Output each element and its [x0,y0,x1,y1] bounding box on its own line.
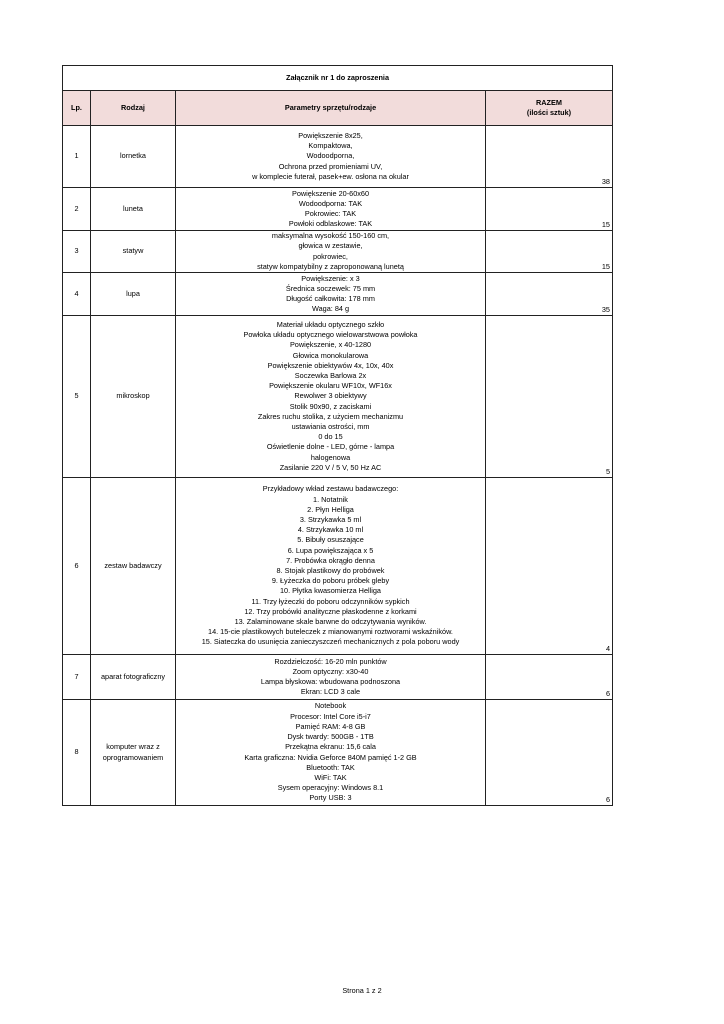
row-kind: zestaw badawczy [91,478,176,655]
table-row [63,478,613,655]
parameter-line: maksymalna wysokość 150-160 cm, [271,231,390,241]
table-row [63,655,613,700]
parameter-line: 4. Strzykawka 10 ml [297,525,364,535]
row-number: 8 [63,700,91,806]
row-parameters [176,231,486,273]
row-number: 1 [63,126,91,188]
parameter-line: 10. Płytka kwasomierza Helliga [280,586,381,596]
row-number: 2 [63,188,91,231]
parameter-line: 13. Zalaminowane skale barwne do odczytywania wyników. [234,617,427,627]
row-number: 3 [63,231,91,273]
row-parameters [176,126,486,188]
parameter-line: pokrowiec, [313,251,348,261]
parameter-line: Ochrona przed promieniami UV, [278,161,383,171]
parameter-line: Sysem operacyjny: Windows 8.1 [277,783,384,793]
parameter-line: Zasilanie 220 V / 5 V, 50 Hz AC [279,462,382,472]
row-number: 6 [63,478,91,655]
parameter-line: Wodoodporna: TAK [298,198,363,208]
row-quantity: 15 [486,188,613,231]
parameter-line: 7. Probówka okrągło denna [286,555,375,565]
row-quantity: 4 [486,478,613,655]
header-row [63,91,613,126]
parameter-line: Notebook [314,701,347,711]
row-parameters [176,700,486,806]
row-parameters [176,478,486,655]
row-parameters [176,273,486,316]
parameter-line: Powiększenie 8x25, [298,130,363,140]
row-kind: luneta [91,188,176,231]
parameter-line: ustawiania ostrości, mm [291,422,370,431]
parameter-line: Powiększenie: x 3 [301,273,360,283]
parameter-line: Lampa błyskowa: wbudowana podnoszona [260,677,401,686]
parameter-line: Wodoodporna, [306,151,355,161]
parameter-line: Powiększenie obiektywów 4x, 10x, 40x [267,360,394,370]
row-quantity: 15 [486,231,613,273]
parameter-line: Kompaktowa, [308,141,353,151]
parameter-line: 5. Bibuły osuszające [297,535,364,545]
page-footer: Strona 1 z 2 [342,986,382,995]
parameter-line: statyw kompatybilny z zaproponowaną lunetą [257,261,404,271]
parameter-line: 2. Płyn Helliga [307,504,354,514]
header-qty-line2: (ilości sztuk) [526,108,572,117]
row-quantity: 6 [486,700,613,806]
table-row [63,316,613,478]
parameter-line: 11. Trzy łyżeczki do poboru odczynników sypkich [251,596,410,606]
row-kind: mikroskop [91,316,176,478]
parameter-line: 12. Trzy probówki analityczne płaskodenne z korkami [244,606,417,616]
parameter-line: 15. Siateczka do usunięcia zanieczyszczeń mechanicznych z pola poboru wody [201,637,460,647]
row-quantity: 35 [486,273,613,316]
parameter-line: Waga: 84 g [311,304,350,314]
header-kind: Rodzaj [91,91,176,126]
table-row [63,273,613,316]
parameter-line: 14. 15-cie plastikowych buteleczek z mianowanymi roztworami wskaźników. [208,627,453,637]
row-quantity: 38 [486,126,613,188]
parameter-line: 9. Łyżeczka do poboru próbek gleby [271,576,390,586]
parameter-line: WiFi: TAK [314,772,347,782]
parameter-line: Pokrowiec: TAK [304,209,357,218]
parameter-line: Powiększenie okularu WF10x, WF16x [269,381,392,391]
parameter-line: Długość całkowita: 178 mm [286,294,375,303]
row-kind: lornetka [91,126,176,188]
row-parameters [176,655,486,700]
parameter-line: Powiększenie 20-60x60 [291,188,370,198]
parameter-line: 1. Notatnik [313,494,348,504]
parameter-line: Ekran: LCD 3 cale [300,687,361,697]
parameter-line: Oświetlenie dolne - LED, górne - lampa [266,442,395,452]
parameter-line: 0 do 15 [318,432,343,442]
row-parameters [176,188,486,231]
parameter-line: Dysk twardy: 500GB - 1TB [287,732,374,742]
parameter-line: Powłoka układu optycznego wielowarstwowa powłoka [243,330,418,340]
parameter-line: Procesor: Intel Core i5-i7 [290,711,371,721]
parameter-line: głowica w zestawie, [298,241,363,251]
parameter-line: Stolik 90x90, z zaciskami [289,401,372,411]
row-parameters [176,316,486,478]
parameter-line: 3. Strzykawka 5 ml [299,514,362,524]
header-qty-line1: RAZEM [536,97,562,107]
row-kind: lupa [91,273,176,316]
parameter-line: Średnica soczewek: 75 mm [285,283,376,293]
parameter-line: Zoom optyczny: x30-40 [292,666,369,676]
row-number: 4 [63,273,91,316]
parameter-line: halogenowa [310,452,351,462]
parameter-line: Bluetooth: TAK [306,762,355,772]
row-number: 5 [63,316,91,478]
attachment-table [62,65,613,806]
parameter-line: Przykładowy wkład zestawu badawczego: [262,484,399,494]
row-quantity: 6 [486,655,613,700]
table-row [63,126,613,188]
row-number: 7 [63,655,91,700]
parameter-line: Pamięć RAM: 4-8 GB [295,721,366,731]
parameter-line: 8. Stojak plastikowy do probówek [276,566,385,575]
table-row [63,700,613,806]
row-quantity: 5 [486,316,613,478]
parameter-line: Karta graficzna: Nvidia Geforce 840M pamięć 1-2 GB [244,752,417,762]
header-lp: Lp. [63,91,91,126]
parameter-line: Rozdzielczość: 16-20 mln punktów [274,656,387,666]
parameter-line: Przekątna ekranu: 15,6 cala [285,742,376,752]
parameter-line: Głowica monokularowa [292,350,369,360]
parameter-line: Powłoki odblaskowe: TAK [288,219,373,229]
parameter-line: Rewolwer 3 obiektywy [294,391,367,401]
parameter-line: w komplecie futerał, pasek+ew. osłona na okular [252,171,409,181]
parameter-line: Soczewka Barlowa 2x [294,370,367,380]
table-row [63,231,613,273]
parameter-line: Materiał układu optycznego szkło [276,319,385,329]
parameter-line: Porty USB: 3 [309,793,352,803]
row-kind: aparat fotograficzny [91,655,176,700]
header-qty [486,91,613,126]
parameter-line: 6. Lupa powiększająca x 5 [287,545,374,555]
parameter-line: Zakres ruchu stolika, z użyciem mechanizmu [257,411,404,421]
table-row [63,188,613,231]
header-params: Parametry sprzętu/rodzaje [176,91,486,126]
document-title: Załącznik nr 1 do zaproszenia [63,66,613,91]
row-kind: statyw [91,231,176,273]
row-kind: komputer wraz z oprogramowaniem [91,700,176,806]
parameter-line: Powiększenie, x 40-1280 [289,340,372,350]
